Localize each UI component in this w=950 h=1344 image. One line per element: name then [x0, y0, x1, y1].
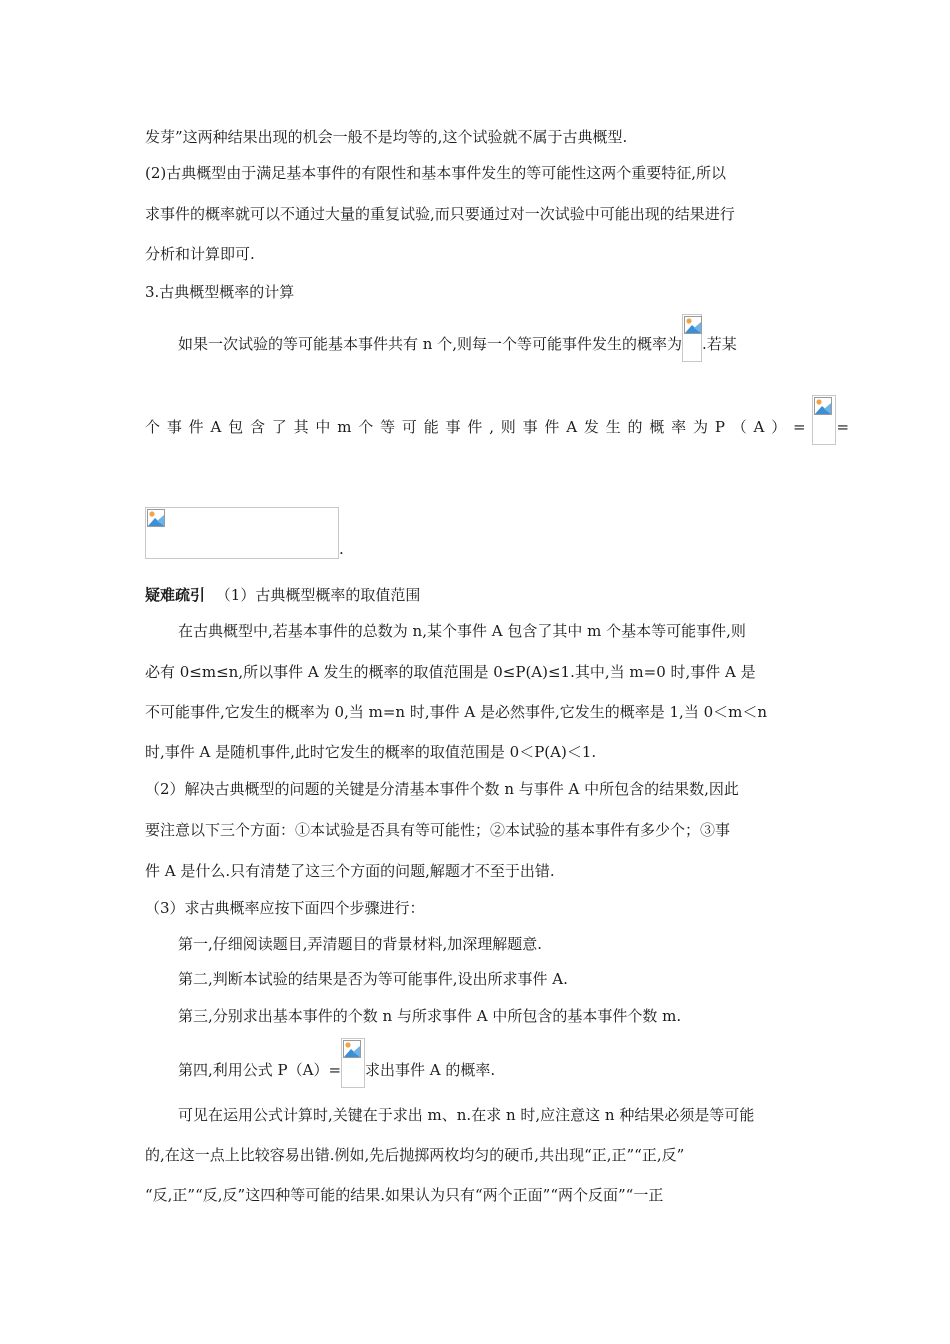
paragraph-line: (2)古典概型由于满足基本事件的有限性和基本事件发生的等可能性这两个重要特征,所以	[145, 164, 727, 182]
paragraph-line: （2）解决古典概型的问题的关键是分清基本事件个数 n 与事件 A 中所包含的结果数,因此	[145, 780, 739, 798]
paragraph-line	[178, 328, 737, 362]
broken-image-icon	[341, 1038, 365, 1088]
paragraph-line: 要注意以下三个方面：①本试验是否具有等可能性；②本试验的基本事件有多少个；③事	[145, 821, 731, 839]
paragraph-line	[145, 507, 344, 559]
text-span: .若某	[701, 335, 737, 353]
text-span: 如果一次试验的等可能基本事件共有 n 个,则每一个等可能事件发生的概率为	[178, 335, 682, 353]
text-span: =	[836, 418, 850, 436]
section-label: 疑难疏引	[145, 586, 206, 604]
paragraph-line: 时,事件 A 是随机事件,此时它发生的概率的取值范围是 0＜P(A)＜1.	[145, 743, 597, 761]
text-span: 求出事件 A 的概率.	[365, 1061, 496, 1079]
paragraph-line: 发芽”这两种结果出现的机会一般不是均等的,这个试验就不属于古典概型.	[145, 128, 628, 146]
text-span: （1）古典概型概率的取值范围	[215, 586, 421, 604]
paragraph-line: “反,正”“反,反”这四种等可能的结果.如果认为只有“两个正面”“两个反面”“一正	[145, 1186, 664, 1204]
text-span: .	[339, 540, 344, 558]
paragraph-line: 第一,仔细阅读题目,弄清题目的背景材料,加深理解题意.	[178, 935, 543, 953]
paragraph-line	[145, 585, 420, 605]
broken-image-icon	[812, 395, 836, 445]
paragraph-line: 第二,判断本试验的结果是否为等可能事件,设出所求事件 A.	[178, 970, 568, 988]
paragraph-line: 可见在运用公式计算时,关键在于求出 m、n.在求 n 时,应注意这 n 种结果必须是等可能	[178, 1106, 755, 1124]
paragraph-line: 不可能事件,它发生的概率为 0,当 m=n 时,事件 A 是必然事件,它发生的概率是 1,当 0＜m＜n	[145, 703, 768, 721]
paragraph-line: 必有 0≤m≤n,所以事件 A 发生的概率的取值范围是 0≤P(A)≤1.其中,当 m=0 时,事件 A 是	[145, 663, 756, 681]
paragraph-line: 在古典概型中,若基本事件的总数为 n,某个事件 A 包含了其中 m 个基本等可能事件,则	[178, 622, 746, 640]
broken-image-icon	[145, 507, 339, 559]
text-span: 第四,利用公式 P（A）=	[178, 1061, 342, 1079]
text-span: 个事件A包含了其中m个等可能事件,则事件A发生的概率为P（A）=	[145, 418, 813, 436]
paragraph-line: 求事件的概率就可以不通过大量的重复试验,而只要通过对一次试验中可能出现的结果进行	[145, 205, 735, 223]
paragraph-line	[145, 411, 849, 445]
broken-image-icon	[682, 314, 702, 362]
paragraph-line: 分析和计算即可.	[145, 245, 255, 263]
paragraph-line: （3）求古典概率应按下面四个步骤进行：	[145, 899, 425, 917]
paragraph-line	[178, 1054, 495, 1088]
paragraph-line: 的,在这一点上比较容易出错.例如,先后抛掷两枚均匀的硬币,共出现“正,正”“正,反”	[145, 1146, 685, 1164]
paragraph-line: 件 A 是什么.只有清楚了这三个方面的问题,解题才不至于出错.	[145, 862, 555, 880]
paragraph-line: 第三,分别求出基本事件的个数 n 与所求事件 A 中所包含的基本事件个数 m.	[178, 1007, 682, 1025]
section-heading: 3.古典概型概率的计算	[145, 283, 295, 301]
